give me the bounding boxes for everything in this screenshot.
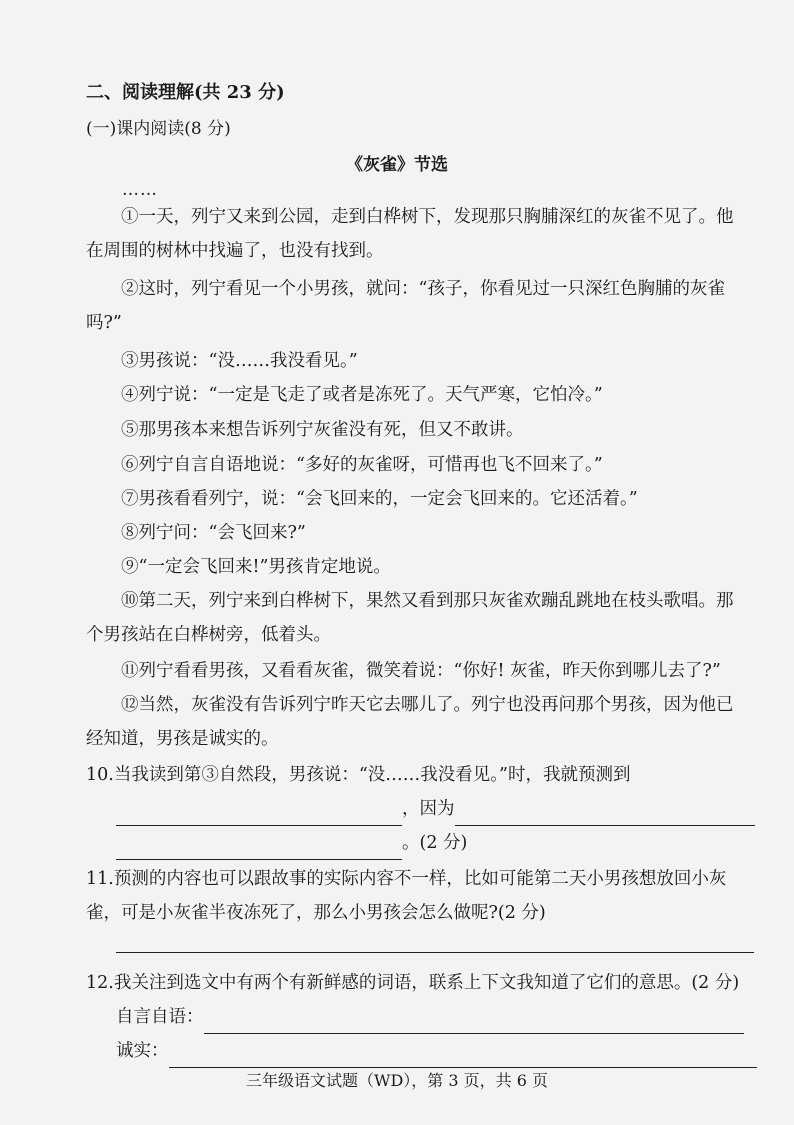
paragraph-7: ⑦男孩看看列宁，说：“会飞回来的，一定会飞回来的。它还活着。”	[121, 489, 638, 509]
question-11-text: 11.预测的内容也可以跟故事的实际内容不一样，比如可能第二天小男孩想放回小灰雀，可是小灰雀半夜冻死了，那么小男孩会怎么做呢?(2 分)	[86, 869, 727, 923]
paragraph-6: ⑥列宁自言自语地说：“多好的灰雀呀，可惜再也飞不回来了。”	[121, 455, 603, 475]
answer-blank-2[interactable]	[455, 799, 755, 826]
question-12-word1-row	[116, 1000, 744, 1034]
because-label: ，因为	[402, 799, 455, 819]
paragraph-9: ⑨“一定会飞回来!”男孩肯定地说。	[121, 557, 391, 577]
question-10-score: 。(2 分)	[402, 833, 468, 853]
paragraph-5: ⑤那男孩本来想告诉列宁灰雀没有死，但又不敢讲。	[121, 420, 524, 440]
paragraph-3: ③男孩说：“没……我没看见。”	[121, 351, 358, 371]
page-footer: 三年级语文试题（WD），第 3 页，共 6 页	[246, 1071, 548, 1090]
question-10-answer-row-2	[116, 826, 467, 860]
paragraph-11: ⑪列宁看看男孩，又看看灰雀，微笑着说：“你好! 灰雀，昨天你到哪儿去了?”	[121, 661, 721, 681]
word1-label: 自言自语：	[116, 1007, 204, 1027]
paragraph-1: ①一天，列宁又来到公园，走到白桦树下，发现那只胸脯深红的灰雀不见了。他在周围的树林中找遍了，也没有找到。	[86, 207, 734, 261]
paragraph-10: ⑩第二天，列宁来到白桦树下，果然又看到那只灰雀欢蹦乱跳地在枝头歌唱。那个男孩站在白桦树旁，低着头。	[86, 591, 734, 645]
question-12-word2-row	[116, 1034, 757, 1068]
paragraph-4: ④列宁说：“一定是飞走了或者是冻死了。天气严寒，它怕冷。”	[121, 385, 603, 405]
question-10-answer-row	[116, 792, 755, 826]
paragraph-8: ⑧列宁问：“会飞回来?”	[121, 523, 306, 543]
question-10-text: 10.当我读到第③自然段，男孩说：“没……我没看见。”时，我就预测到	[86, 765, 631, 785]
sub-section-title: (一)课内阅读(8 分)	[86, 119, 231, 139]
question-12-text: 12.我关注到选文中有两个有新鲜感的词语，联系上下文我知道了它们的意思。(2 分)	[86, 973, 740, 993]
article-ellipsis: ……	[122, 180, 158, 200]
paragraph-12: ⑫当然，灰雀没有告诉列宁昨天它去哪儿了。列宁也没再问那个男孩，因为他已经知道，男孩是诚实的。	[86, 695, 734, 749]
question-11-answer-line[interactable]	[116, 952, 754, 953]
word1-answer-line[interactable]	[204, 1007, 744, 1034]
answer-blank-1[interactable]	[116, 799, 402, 826]
section-title: 二、阅读理解(共 23 分)	[86, 82, 285, 103]
word2-label: 诚实：	[116, 1041, 169, 1061]
word2-answer-line[interactable]	[169, 1041, 757, 1068]
paragraph-2: ②这时，列宁看见一个小男孩，就问：“孩子，你看见过一只深红色胸脯的灰雀吗?”	[86, 279, 725, 333]
article-title: 《灰雀》节选	[346, 155, 448, 175]
answer-blank-3[interactable]	[116, 833, 402, 860]
